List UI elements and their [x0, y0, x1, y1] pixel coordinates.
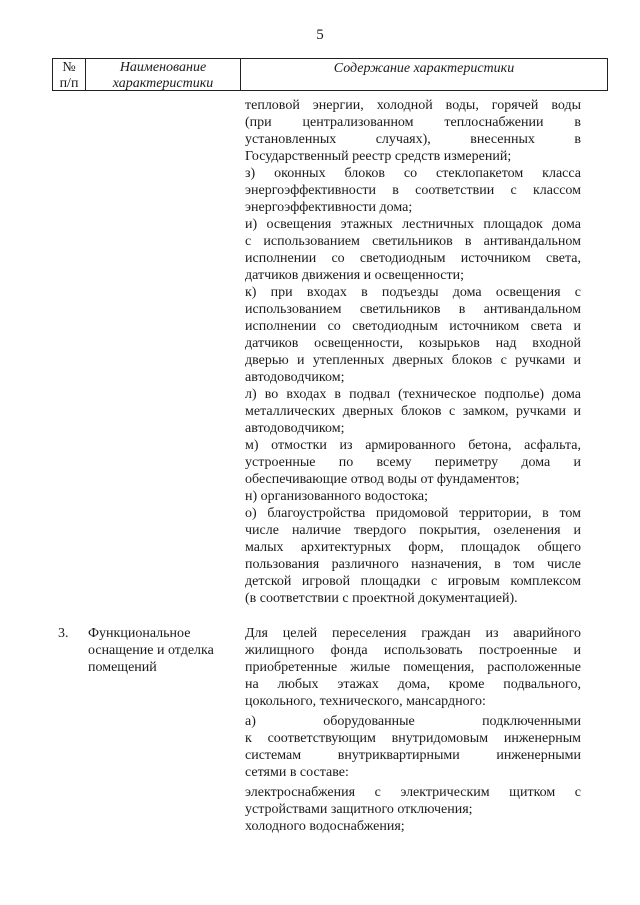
text-line: числе наличие твердого покрытия, озеленения и — [245, 523, 581, 538]
text-line: (при централизованном теплоснабжении в — [245, 115, 581, 130]
text-line: Государственный реестр средств измерений; — [245, 149, 512, 164]
text-line: исполнении со светодиодным источником света, — [245, 251, 581, 266]
text-line: з) оконных блоков со стеклопакетом класса — [245, 166, 581, 181]
text-line: металлических дверных блоков с замком, ручками и — [245, 404, 581, 419]
text-line: к соответствующим внутридомовым инженерным — [245, 731, 581, 746]
header-name-label-1: Наименование — [119, 60, 207, 75]
text-line: пользования различного назначения, в том числе — [245, 557, 581, 572]
text-line: датчиков освещенности, козырьков над входной — [245, 336, 581, 351]
text-line: (в соответствии с проектной документацией). — [245, 591, 518, 606]
text-line: и) освещения этажных лестничных площадок дома — [245, 217, 581, 232]
text-line: автодоводчиком; — [245, 370, 345, 385]
continuation-text — [245, 97, 581, 607]
text-line: н) организованного водостока; — [245, 489, 428, 504]
header-number-label-1: № — [62, 60, 76, 75]
row-characteristic-name — [88, 625, 238, 676]
text-line: обеспечивающие отвод воды от фундаментов; — [245, 472, 520, 487]
text-line: о) благоустройства придомовой территории, в том — [245, 506, 581, 521]
row-name-line: помещений — [88, 660, 157, 675]
text-line: Для целей переселения граждан из аварийного — [245, 626, 581, 641]
text-line: к) при входах в подъезды дома освещения с — [245, 285, 581, 300]
text-line: цокольного, технического, мансардного: — [245, 694, 486, 709]
text-line: детской игровой площадки с игровым комплексом — [245, 574, 581, 589]
header-number-label-2: п/п — [59, 76, 79, 91]
header-content-cell — [241, 59, 607, 90]
text-line: с использованием светильников в антивандальном — [245, 234, 581, 249]
text-line: малых архитектурных форм, площадок общего — [245, 540, 581, 555]
text-line: автодоводчиком; — [245, 421, 345, 436]
text-line: а) оборудованные подключенными — [245, 714, 581, 729]
text-line: энергоэффективности дома; — [245, 200, 413, 215]
table-header — [52, 58, 608, 91]
text-line: электроснабжения с электрическим щитком с — [245, 785, 581, 800]
row-content-text — [245, 625, 581, 835]
text-line: устроенные по всему периметру дома и — [245, 455, 581, 470]
text-line: дверью и утепленных дверных блоков с ручками и — [245, 353, 581, 368]
header-name-label-2: характеристики — [112, 76, 214, 91]
text-line: исполнении со светодиодным источником света и — [245, 319, 581, 334]
header-name-cell — [86, 59, 241, 90]
row-name-line: оснащение и отделка — [88, 643, 214, 658]
text-line: л) во входах в подвал (техническое подполье) дома — [245, 387, 581, 402]
text-line: использованием светильников в антивандальном — [245, 302, 581, 317]
text-line: жилищного фонда использовать построенные и — [245, 643, 581, 658]
text-line: системам внутриквартирными инженерными — [245, 748, 581, 763]
header-number-cell — [53, 59, 86, 90]
text-line: сетями в составе: — [245, 765, 349, 780]
text-line: энергоэффективности в соответствии с классом — [245, 183, 581, 198]
text-line: установленных случаях), внесенных в — [245, 132, 581, 147]
text-line: тепловой энергии, холодной воды, горячей воды — [245, 98, 581, 113]
row-name-line: Функциональное — [88, 626, 191, 641]
text-line: датчиков движения и освещенности; — [245, 268, 465, 283]
page-number: 5 — [316, 27, 324, 43]
text-line: на любых этажах дома, кроме подвального, — [245, 677, 581, 692]
row-number: 3. — [58, 626, 69, 641]
text-line: приобретенные жилые помещения, расположенные — [245, 660, 581, 675]
text-line: холодного водоснабжения; — [245, 819, 405, 834]
text-line: м) отмостки из армированного бетона, асфальта, — [245, 438, 581, 453]
text-line: устройствами защитного отключения; — [245, 802, 473, 817]
header-content-label: Содержание характеристики — [333, 61, 515, 76]
